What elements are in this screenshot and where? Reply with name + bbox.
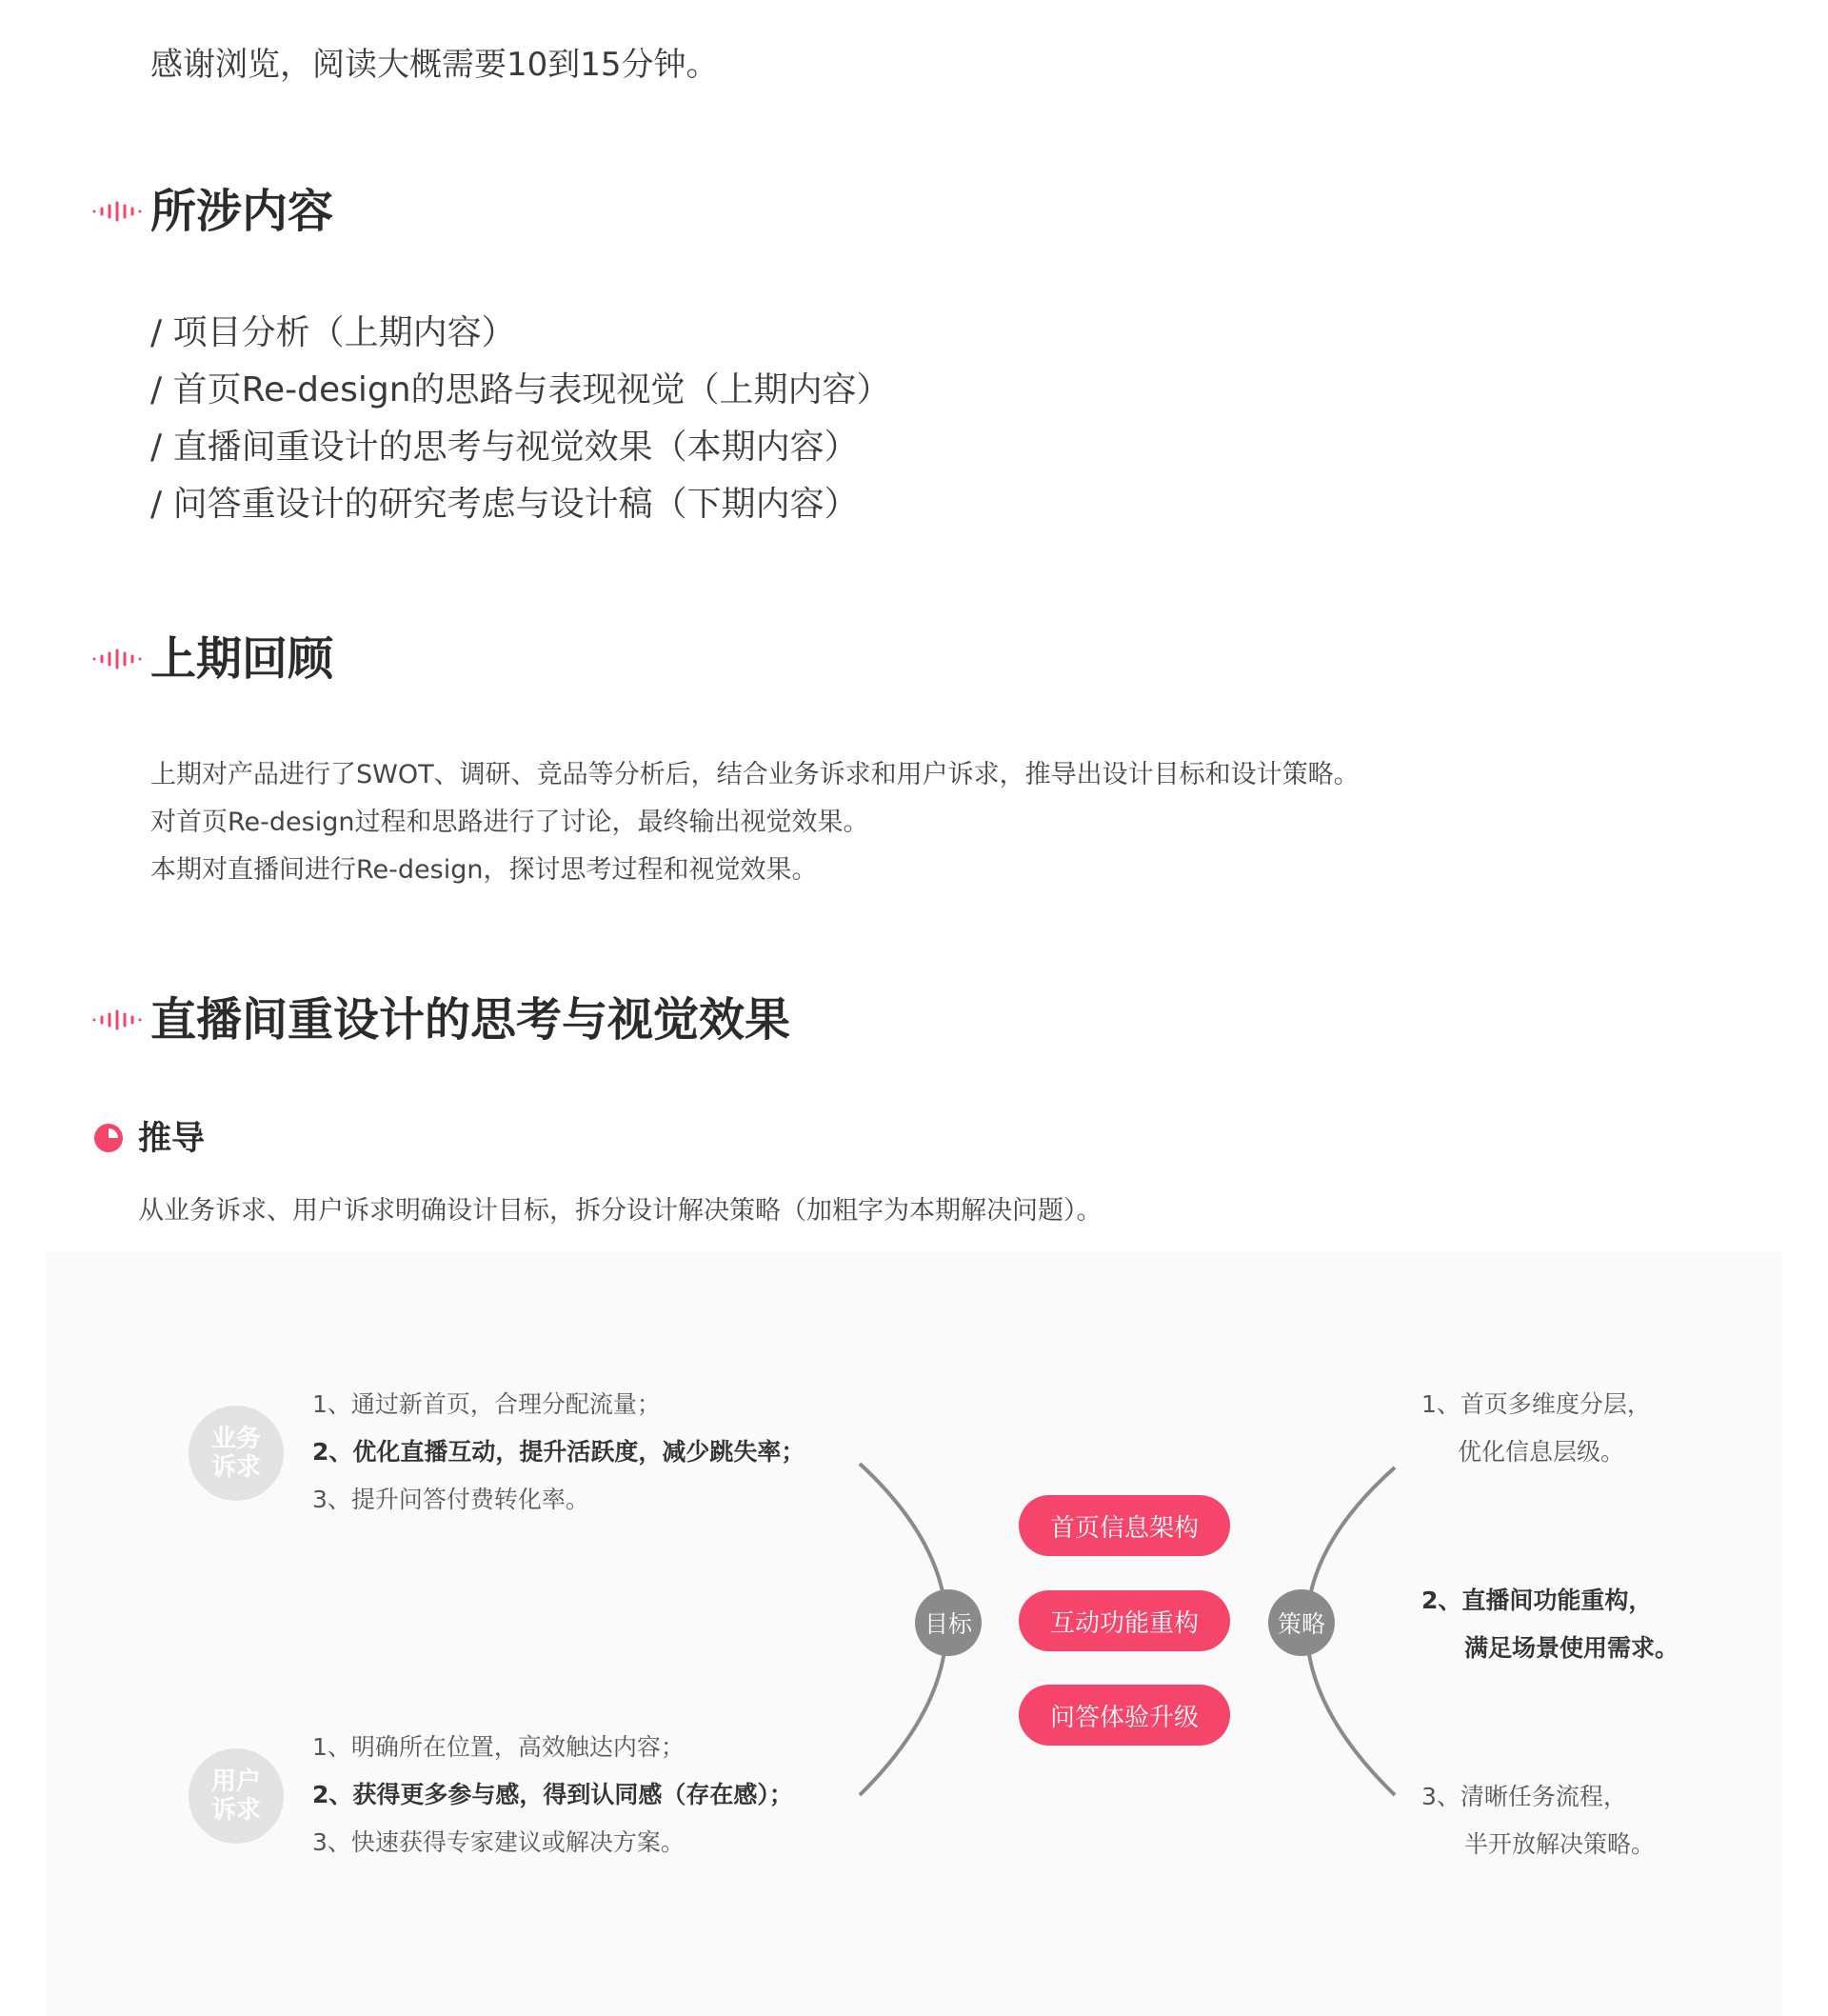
strategy-line: 满足场景使用需求。 xyxy=(1464,1634,1679,1662)
goal-node: 目标 xyxy=(915,1589,982,1656)
user-item: 3、快速获得专家建议或解决方案。 xyxy=(312,1828,685,1856)
goal-pill: 问答体验升级 xyxy=(1019,1685,1230,1746)
strategy-line: 优化信息层级。 xyxy=(1458,1438,1625,1466)
derivation-desc: 从业务诉求、用户诉求明确设计目标，拆分设计解决策略（加粗字为本期解决问题）。 xyxy=(138,1196,1103,1226)
business-item: 1、通过新首页，合理分配流量； xyxy=(312,1390,661,1418)
section-title-contents: 所涉内容 xyxy=(150,185,334,238)
user-item: 2、获得更多参与感，得到认同感（存在感）； xyxy=(312,1781,793,1808)
toc-item: / 首页Re-design的思路与表现视觉（上期内容） xyxy=(150,370,891,409)
soundwave-icon xyxy=(91,649,143,669)
business-requirement-circle xyxy=(189,1406,284,1501)
section-title-live: 直播间重设计的思考与视觉效果 xyxy=(150,993,791,1047)
strategy-node: 策略 xyxy=(1268,1589,1335,1656)
soundwave-icon xyxy=(91,201,143,222)
pie-marker-icon xyxy=(92,1122,125,1154)
recap-line: 上期对产品进行了SWOT、调研、竞品等分析后，结合业务诉求和用户诉求，推导出设计目标和设计策略。 xyxy=(150,760,1360,789)
toc-item: / 问答重设计的研究考虑与设计稿（下期内容） xyxy=(150,485,859,524)
goal-pill: 首页信息架构 xyxy=(1019,1495,1230,1556)
strategy-line: 1、首页多维度分层， xyxy=(1421,1390,1651,1418)
business-requirement-label: 业务诉求 xyxy=(210,1425,261,1482)
business-item: 2、优化直播互动，提升活跃度，减少跳失率； xyxy=(312,1438,805,1466)
recap-line: 对首页Re-design过程和思路进行了讨论，最终输出视觉效果。 xyxy=(150,808,869,837)
goal-pill: 互动功能重构 xyxy=(1019,1590,1230,1651)
toc-item: / 项目分析（上期内容） xyxy=(150,313,516,352)
soundwave-icon xyxy=(91,1009,143,1030)
strategy-line: 2、直播间功能重构， xyxy=(1421,1587,1653,1614)
toc-item: / 直播间重设计的思考与视觉效果（本期内容） xyxy=(150,428,859,467)
user-requirement-label: 用户诉求 xyxy=(210,1767,261,1825)
recap-line: 本期对直播间进行Re-design，探讨思考过程和视觉效果。 xyxy=(150,855,818,885)
business-item: 3、提升问答付费转化率。 xyxy=(312,1486,589,1513)
strategy-line: 3、清晰任务流程， xyxy=(1421,1783,1627,1810)
derivation-title: 推导 xyxy=(138,1120,206,1158)
intro-text: 感谢浏览，阅读大概需要10到15分钟。 xyxy=(150,46,719,84)
section-title-review: 上期回顾 xyxy=(150,632,334,686)
user-requirement-circle xyxy=(189,1748,284,1844)
user-item: 1、明确所在位置，高效触达内容； xyxy=(312,1733,685,1761)
strategy-line: 半开放解决策略。 xyxy=(1464,1830,1656,1858)
